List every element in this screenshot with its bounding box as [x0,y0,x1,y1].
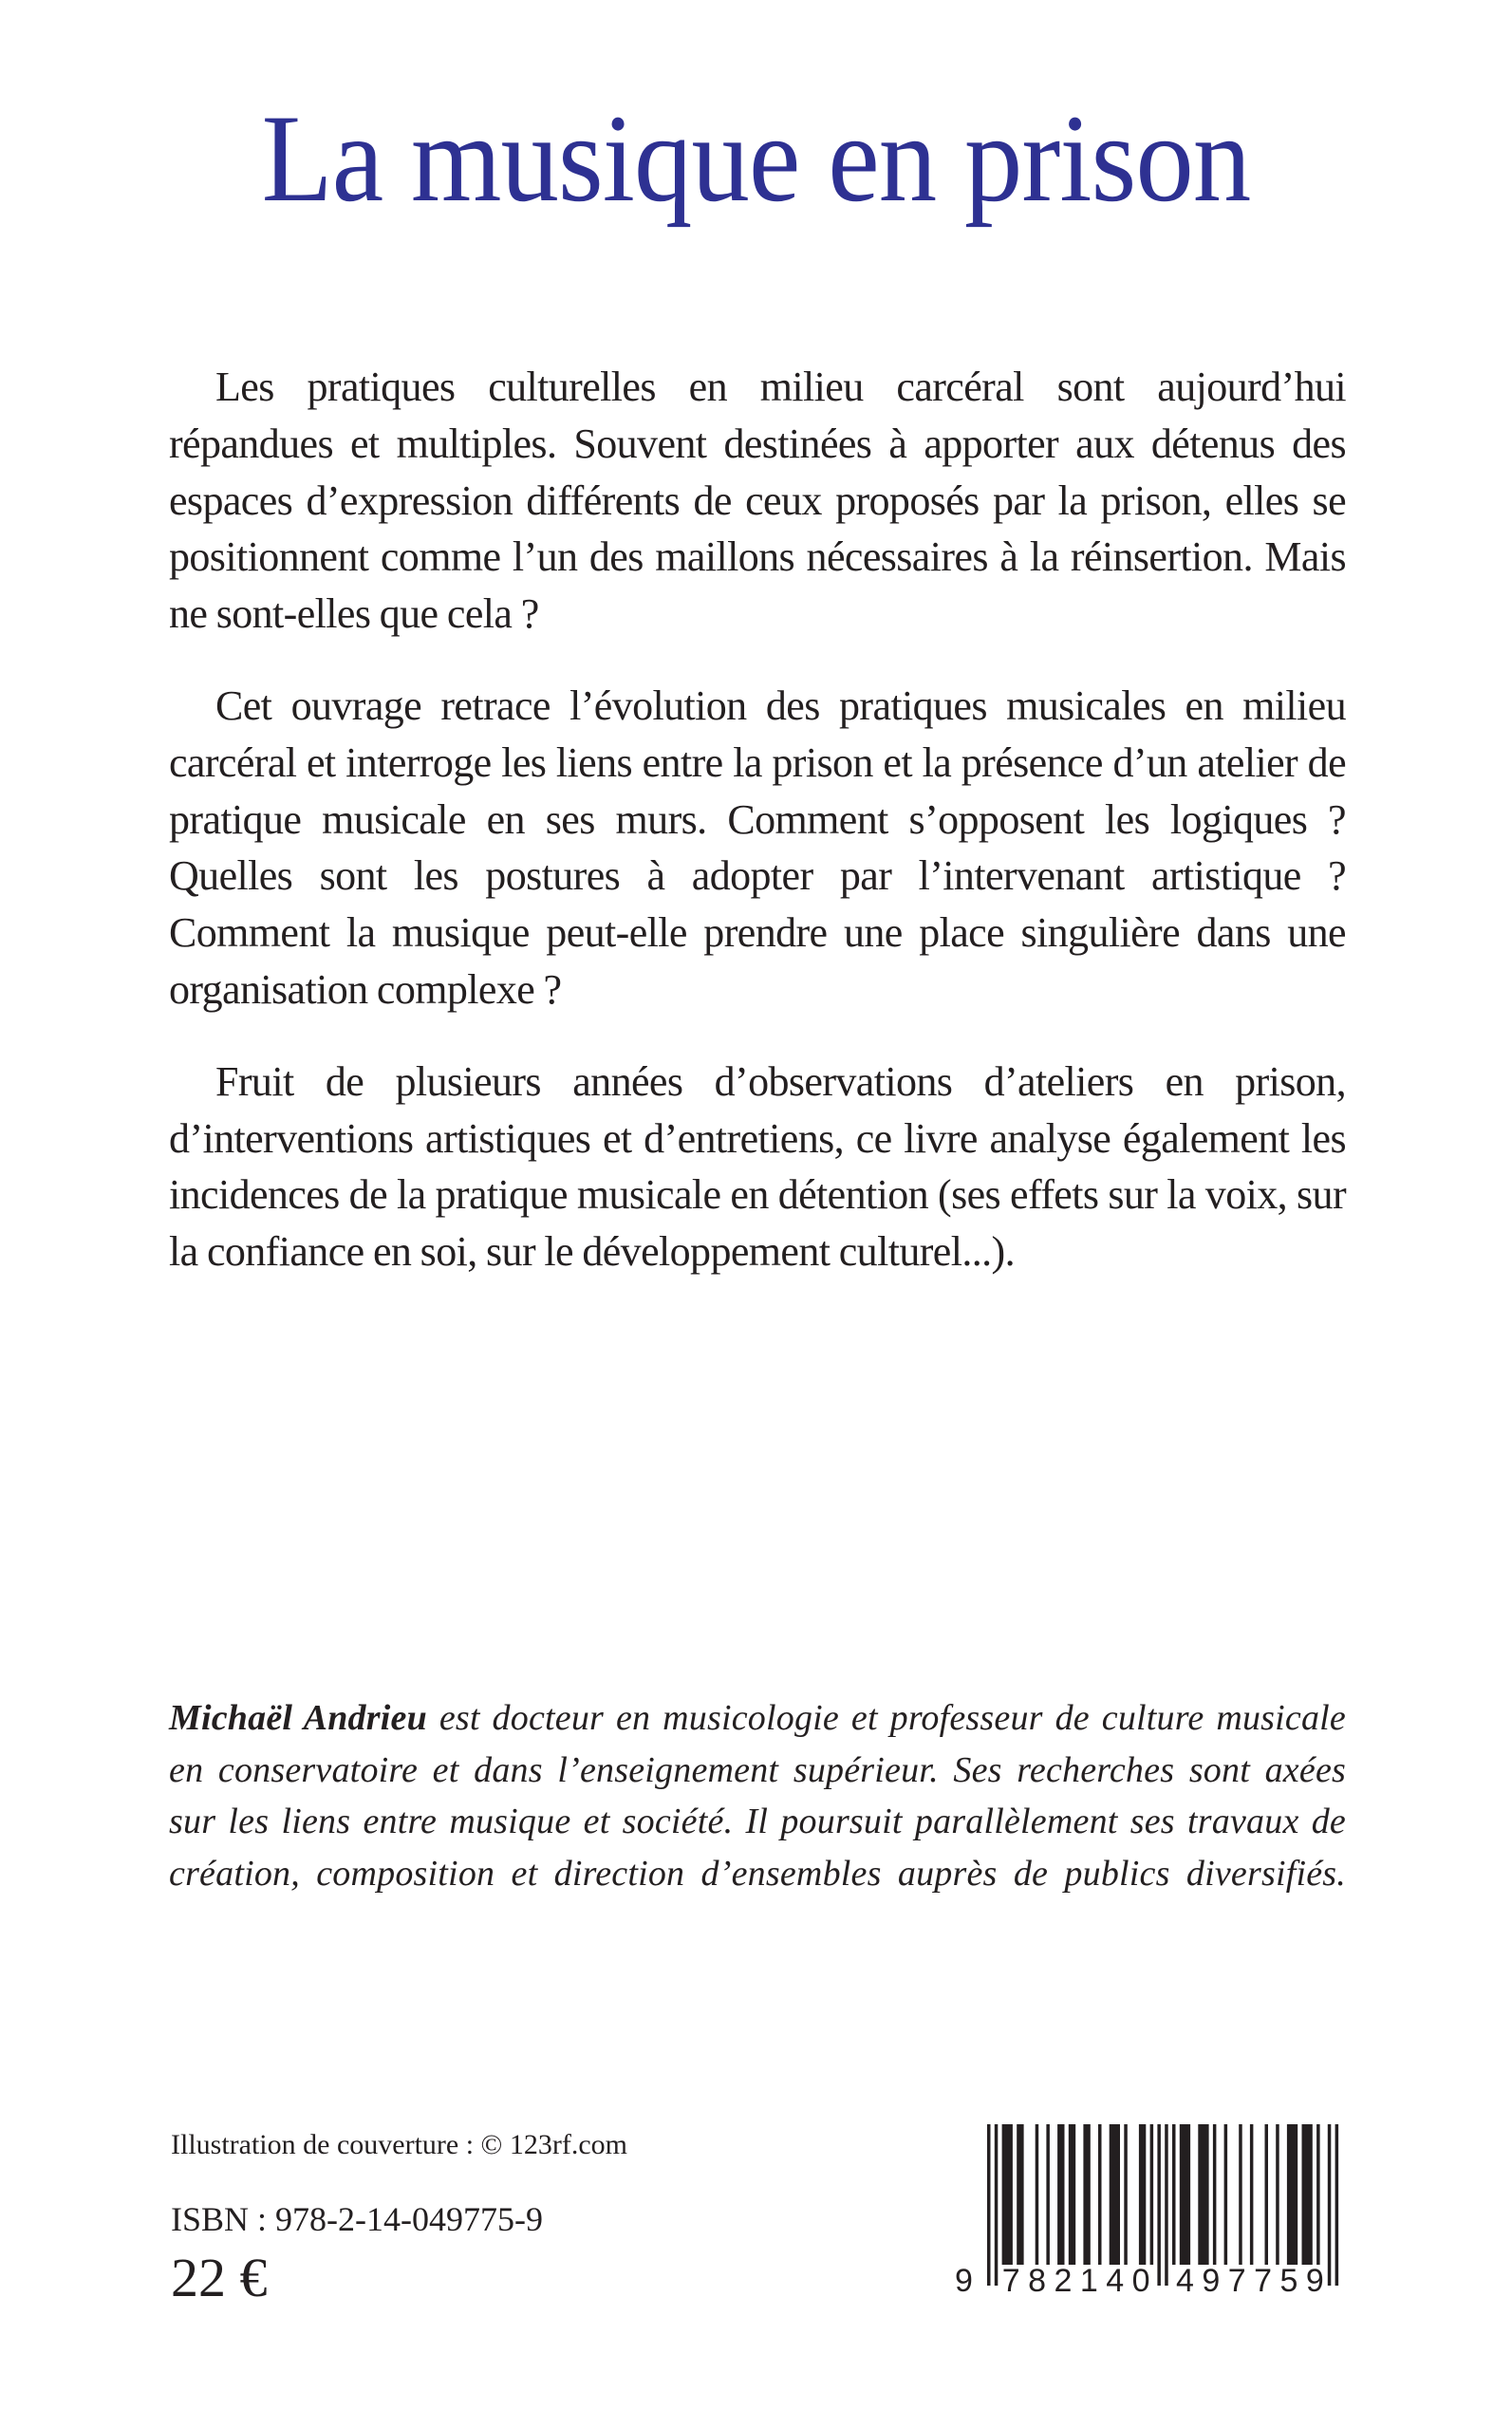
barcode-bars [987,2124,1338,2286]
description-paragraph-3: Fruit de plusieurs années d’observations d’ateliers en prison, d’interventions artistiques et d’entretiens, ce livre analyse également les incidences de la pratique musicale en détention (ses effets sur la voix, sur la confiance en soi, sur le développement culturel...). [169,1057,1346,1276]
barcode-guard-bar [1165,2124,1168,2286]
barcode-bar [1250,2124,1254,2265]
barcode-guard-bar [987,2124,991,2286]
author-bio-text: est docteur en musicologie et professeur de culture musicale en conservatoire et dans l’enseignement supérieur. Ses recherches sont axées sur les liens entre musique et société. Il poursuit parallèlement ses travaux de création, composition et direction d’ensembles auprès de publics diversifiés. [169,1698,1346,1894]
barcode-bar [1224,2124,1228,2265]
barcode-digits-right: 497759 [1176,2263,1324,2299]
barcode-bar [1110,2124,1120,2265]
illustration-credit: Illustration de couverture : © 123rf.com [171,2129,627,2160]
barcode-bar [1017,2124,1023,2265]
barcode-bar [1150,2124,1154,2265]
barcode-bar [1124,2124,1128,2265]
barcode-bar [1046,2124,1050,2265]
barcode-graphic [953,2117,1352,2306]
isbn: ISBN : 978-2-14-049775-9 [171,2200,543,2238]
barcode-bar [1083,2124,1090,2265]
barcode-bar [1316,2124,1320,2265]
barcode-bar [1098,2124,1102,2265]
author-bio [169,1692,1346,1899]
book-title: La musique en prison [261,88,1251,228]
barcode [953,2117,1352,2306]
price: 22 € [171,2247,268,2308]
barcode-guard-bar [1335,2124,1339,2286]
description-paragraph-1: Les pratiques culturelles en milieu carcéral sont aujourd’hui répandues et multiples. Souvent destinées à apporter aux détenus des espaces d’expression différents de ceux proposés par la prison, elles se positionnent comme l’un des maillons nécessaires à la réinsertion. Mais ne sont-elles que cela ? [169,364,1346,638]
barcode-bar [1172,2124,1176,2265]
barcode-bar [1265,2124,1269,2265]
barcode-guard-bar [995,2124,999,2286]
barcode-bar [1213,2124,1217,2265]
barcode-guard-bar [1328,2124,1332,2286]
author-name: Michaël Andrieu [169,1698,427,1738]
barcode-bar [1036,2124,1039,2265]
barcode-bar [1198,2124,1208,2265]
barcode-bar [1239,2124,1242,2265]
description-paragraph-2: Cet ouvrage retrace l’évolution des pratiques musicales en milieu carcéral et interroge les liens entre la prison et la présence d’un atelier de pratique musicale en ses murs. Comment s’opposent les logiques ? Quelles sont les postures à adopter par l’intervenant artistique ? Comment la musique peut-elle prendre une place singulière dans une organisation complexe ? [169,682,1346,1013]
barcode-guard-bar [1157,2124,1161,2286]
barcode-bar [1057,2124,1064,2265]
barcode-bar [1287,2124,1297,2265]
barcode-bar [1069,2124,1075,2265]
barcode-bar [1276,2124,1279,2265]
barcode-bar [1180,2124,1190,2265]
barcode-digit-first: 9 [955,2263,973,2299]
barcode-bar [1002,2124,1013,2265]
barcode-bar [1302,2124,1313,2265]
barcode-bar [1139,2124,1146,2265]
description [169,359,1346,1316]
barcode-digits-left: 782140 [1001,2263,1150,2299]
